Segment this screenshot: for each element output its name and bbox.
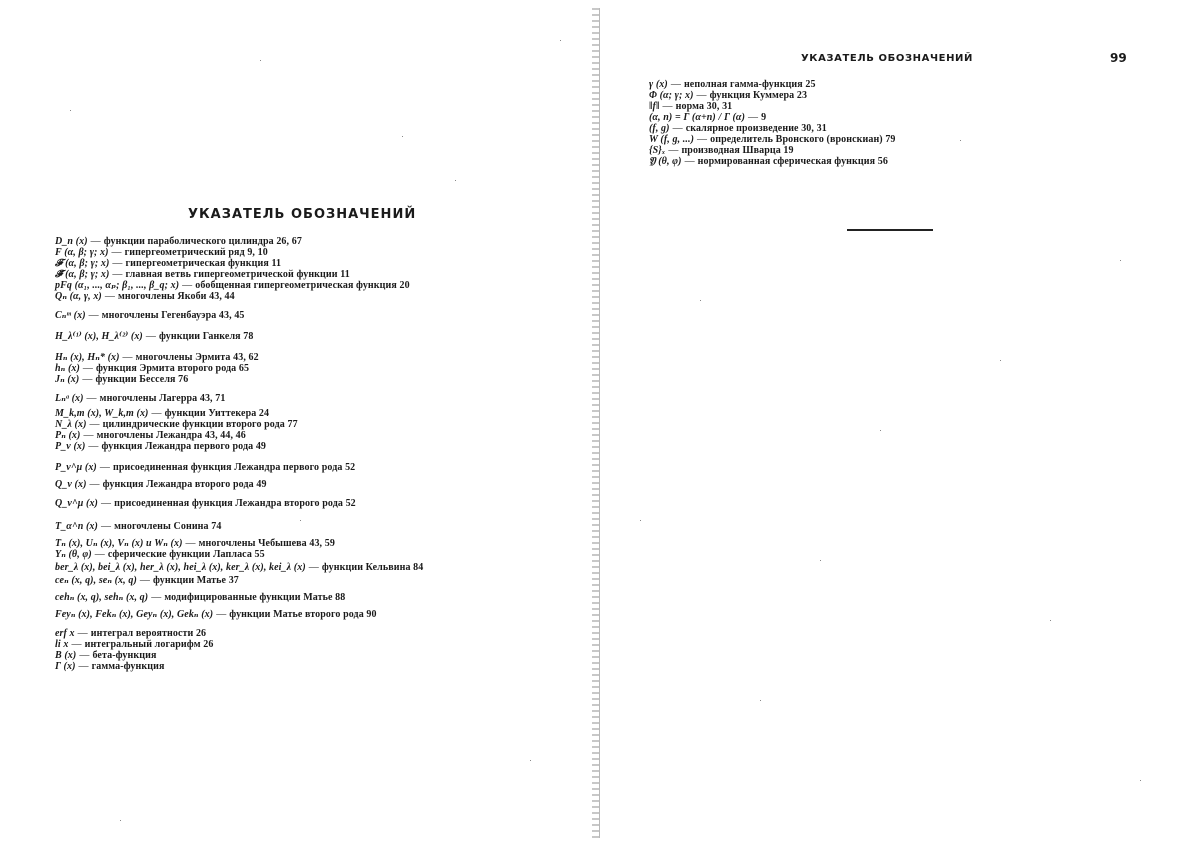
notation-entry	[55, 291, 575, 302]
notation-symbol: Cₙᵐ (x)	[55, 310, 86, 321]
notation-description: функция Куммера 23	[709, 90, 808, 101]
entry-dash: —	[88, 441, 99, 452]
entry-dash: —	[89, 479, 100, 490]
notation-description: многочлены Якоби 43, 44	[117, 291, 235, 302]
page-number: 99	[1110, 51, 1127, 65]
notation-symbol: Pₙ (x)	[55, 430, 81, 441]
notation-symbol: H_λ⁽¹⁾ (x), H_λ⁽²⁾ (x)	[55, 331, 143, 342]
notation-description: сферические функции Лапласа 55	[107, 549, 265, 560]
notation-description: функция Лежандра первого рода 49	[101, 441, 267, 452]
notation-entry	[55, 609, 575, 620]
notation-symbol: γ (x)	[649, 79, 668, 90]
notation-description: функции Уиттекера 24	[164, 408, 270, 419]
entry-dash: —	[71, 639, 82, 650]
entry-dash: —	[100, 498, 112, 509]
notation-symbol: ber_λ (x), bei_λ (x), her_λ (x), hei_λ (x), ker_λ (x), kei_λ (x)	[55, 562, 306, 573]
entry-dash: —	[111, 247, 122, 258]
notation-symbol: (f, g)	[649, 123, 670, 134]
notation-entry	[55, 441, 575, 452]
entry-dash: —	[112, 258, 123, 269]
notation-entry	[55, 247, 575, 258]
scan-speck	[120, 820, 121, 821]
entry-dash: —	[748, 112, 759, 123]
notation-list-left	[55, 236, 575, 672]
entry-dash: —	[696, 90, 707, 101]
scan-speck	[1000, 360, 1001, 361]
entry-dash: —	[82, 374, 93, 385]
scan-speck	[455, 180, 456, 181]
notation-symbol: {S}ₓ	[649, 145, 666, 156]
notation-description: главная ветвь гипергеометрической функции 11	[125, 269, 350, 280]
entry-dash: —	[662, 101, 673, 112]
entry-dash: —	[151, 592, 162, 603]
notation-symbol: hₙ (x)	[55, 363, 80, 374]
notation-entry	[55, 521, 575, 532]
notation-description: функции Матье 37	[153, 575, 239, 586]
notation-entry	[55, 538, 575, 549]
notation-symbol: 𝔜 (θ, φ)	[649, 156, 682, 167]
notation-entry	[649, 90, 1049, 101]
scan-speck	[640, 520, 641, 521]
entry-dash: —	[86, 393, 97, 404]
notation-symbol: pFq (α₁, ..., αₚ; β₁, ..., β_q; x)	[55, 280, 180, 291]
notation-list-right	[649, 79, 1049, 167]
notation-entry	[55, 374, 575, 385]
right-page	[602, 0, 1200, 848]
scan-speck	[700, 300, 701, 301]
notation-entry	[55, 393, 575, 404]
notation-entry	[649, 145, 1049, 156]
notation-symbol: Q_ν (x)	[55, 479, 87, 490]
notation-entry	[649, 79, 1049, 90]
entry-dash: —	[185, 538, 196, 549]
notation-entry	[55, 562, 575, 573]
notation-entry	[55, 549, 575, 560]
notation-entry	[55, 310, 575, 321]
notation-symbol: Jₙ (x)	[55, 374, 80, 385]
entry-dash: —	[668, 145, 679, 156]
entry-dash: —	[139, 575, 150, 586]
notation-entry	[55, 258, 575, 269]
notation-description: бета-функция	[92, 650, 157, 661]
entry-dash: —	[90, 236, 101, 247]
notation-entry	[649, 101, 1049, 112]
notation-entry	[55, 363, 575, 374]
notation-entry	[55, 419, 575, 430]
entry-dash: —	[99, 462, 110, 473]
notation-symbol: N_λ (x)	[55, 419, 87, 430]
notation-symbol: ‖f‖	[649, 101, 660, 112]
notation-description: модифицированные функции Матье 88	[164, 592, 346, 603]
notation-description: многочлены Гегенбауэра 43, 45	[101, 310, 245, 321]
notation-entry	[55, 498, 575, 509]
notation-symbol: (α, n) = Γ (α+n) / Γ (α)	[649, 112, 745, 123]
entry-dash: —	[78, 661, 89, 672]
notation-symbol: Lₙᵃ (x)	[55, 393, 84, 404]
notation-entry	[649, 134, 1049, 145]
entry-dash: —	[151, 408, 162, 419]
notation-description: 9	[761, 112, 767, 123]
notation-description: функции параболического цилиндра 26, 67	[103, 236, 302, 247]
notation-symbol: T_α^n (x)	[55, 521, 98, 532]
notation-entry	[55, 236, 575, 247]
entry-dash: —	[82, 363, 94, 374]
notation-entry	[55, 352, 575, 363]
entry-dash: —	[112, 269, 123, 280]
entry-dash: —	[122, 352, 133, 363]
entry-dash: —	[79, 650, 90, 661]
notation-entry	[55, 639, 575, 650]
scan-speck	[1120, 260, 1121, 261]
entry-dash: —	[77, 628, 88, 639]
notation-description: неполная гамма-функция 25	[683, 79, 816, 90]
entry-dash: —	[94, 549, 105, 560]
entry-dash: —	[83, 430, 94, 441]
scan-speck	[560, 40, 561, 41]
notation-entry	[55, 479, 575, 490]
notation-symbol: Tₙ (x), Uₙ (x), Vₙ (x) и Wₙ (x)	[55, 538, 183, 549]
scan-speck	[760, 700, 761, 701]
entry-dash: —	[89, 419, 100, 430]
scan-speck	[402, 136, 403, 137]
notation-description: функции Матье второго рода 90	[229, 609, 377, 620]
notation-entry	[55, 575, 575, 586]
notation-entry	[55, 650, 575, 661]
notation-entry	[55, 661, 575, 672]
notation-description: присоединенная функция Лежандра первого рода 52	[112, 462, 356, 473]
notation-description: функция Эрмита второго рода 65	[96, 363, 250, 374]
entry-dash: —	[684, 156, 695, 167]
notation-description: многочлены Эрмита 43, 62	[135, 352, 259, 363]
notation-description: скалярное произведение 30, 31	[685, 123, 827, 134]
scan-speck	[960, 140, 961, 141]
notation-description: многочлены Лагерра 43, 71	[99, 393, 226, 404]
notation-symbol: Hₙ (x), Hₙ* (x)	[55, 352, 120, 363]
scan-speck	[820, 560, 821, 561]
page-title: УКАЗАТЕЛЬ ОБОЗНАЧЕНИЙ	[188, 207, 417, 222]
notation-description: многочлены Чебышева 43, 59	[198, 538, 335, 549]
notation-symbol: P_ν^μ (x)	[55, 462, 97, 473]
entry-dash: —	[308, 562, 319, 573]
entry-dash: —	[672, 123, 683, 134]
notation-entry	[55, 269, 575, 280]
notation-entry	[55, 430, 575, 441]
notation-symbol: li x	[55, 639, 69, 650]
notation-symbol: ceₙ (x, q), seₙ (x, q)	[55, 575, 137, 586]
scan-speck	[1140, 780, 1141, 781]
end-rule	[847, 229, 933, 231]
notation-entry	[649, 112, 1049, 123]
notation-description: производная Шварца 19	[681, 145, 794, 156]
notation-symbol: 𝓕 (α, β; γ; x)	[55, 258, 110, 269]
notation-symbol: Yₙ (θ, φ)	[55, 549, 92, 560]
notation-description: присоединенная функция Лежандра второго рода 52	[114, 498, 356, 509]
gutter-line	[599, 8, 600, 838]
notation-description: нормированная сферическая функция 56	[697, 156, 888, 167]
entry-dash: —	[104, 291, 115, 302]
running-header: УКАЗАТЕЛЬ ОБОЗНАЧЕНИЙ	[801, 53, 973, 64]
notation-description: функция Лежандра второго рода 49	[102, 479, 267, 490]
notation-entry	[649, 123, 1049, 134]
notation-symbol: Γ (x)	[55, 661, 76, 672]
notation-description: функции Ганкеля 78	[158, 331, 254, 342]
notation-entry	[55, 592, 575, 603]
notation-symbol: W (f, g, ...)	[649, 134, 695, 145]
notation-entry	[55, 408, 575, 419]
notation-symbol: Q_ν^μ (x)	[55, 498, 98, 509]
scan-speck	[530, 760, 531, 761]
notation-symbol: F (α, β; γ; x)	[55, 247, 109, 258]
entry-dash: —	[145, 331, 156, 342]
notation-entry	[55, 331, 575, 342]
notation-symbol: erf x	[55, 628, 75, 639]
entry-dash: —	[216, 609, 227, 620]
notation-description: определитель Вронского (вронскиан) 79	[710, 134, 896, 145]
entry-dash: —	[182, 280, 193, 291]
notation-description: гамма-функция	[91, 661, 165, 672]
notation-entry	[649, 156, 1049, 167]
notation-symbol: B (x)	[55, 650, 77, 661]
entry-dash: —	[670, 79, 681, 90]
notation-symbol: P_ν (x)	[55, 441, 86, 452]
notation-description: функции Кельвина 84	[321, 562, 424, 573]
entry-dash: —	[100, 521, 112, 532]
notation-description: интегральный логарифм 26	[84, 639, 214, 650]
notation-description: многочлены Лежандра 43, 44, 46	[96, 430, 246, 441]
notation-symbol: Feyₙ (x), Fekₙ (x), Geyₙ (x), Gekₙ (x)	[55, 609, 214, 620]
notation-description: функции Бесселя 76	[95, 374, 189, 385]
notation-description: обобщенная гипергеометрическая функция 20	[195, 280, 410, 291]
notation-description: многочлены Сонина 74	[114, 521, 222, 532]
notation-description: гипергеометрическая функция 11	[125, 258, 282, 269]
notation-description: гипергеометрический ряд 9, 10	[124, 247, 268, 258]
scan-speck	[70, 110, 71, 111]
notation-symbol: cehₙ (x, q), sehₙ (x, q)	[55, 592, 149, 603]
notation-symbol: M_k,m (x), W_k,m (x)	[55, 408, 149, 419]
notation-symbol: 𝓕̄ (α, β; γ; x)	[55, 269, 110, 280]
notation-symbol: Qₙ (α, γ, x)	[55, 291, 102, 302]
notation-description: интеграл вероятности 26	[90, 628, 207, 639]
notation-symbol: D_n (x)	[55, 236, 88, 247]
notation-description: норма 30, 31	[675, 101, 733, 112]
notation-entry	[55, 462, 575, 473]
scan-speck	[1050, 620, 1051, 621]
notation-symbol: Φ (α; γ; x)	[649, 90, 694, 101]
scan-speck	[260, 60, 261, 61]
entry-dash: —	[697, 134, 708, 145]
left-page	[0, 0, 590, 848]
entry-dash: —	[88, 310, 99, 321]
notation-entry	[55, 280, 575, 291]
notation-description: цилиндрические функции второго рода 77	[102, 419, 298, 430]
scan-speck	[880, 430, 881, 431]
scan-speck	[300, 520, 301, 521]
notation-entry	[55, 628, 575, 639]
